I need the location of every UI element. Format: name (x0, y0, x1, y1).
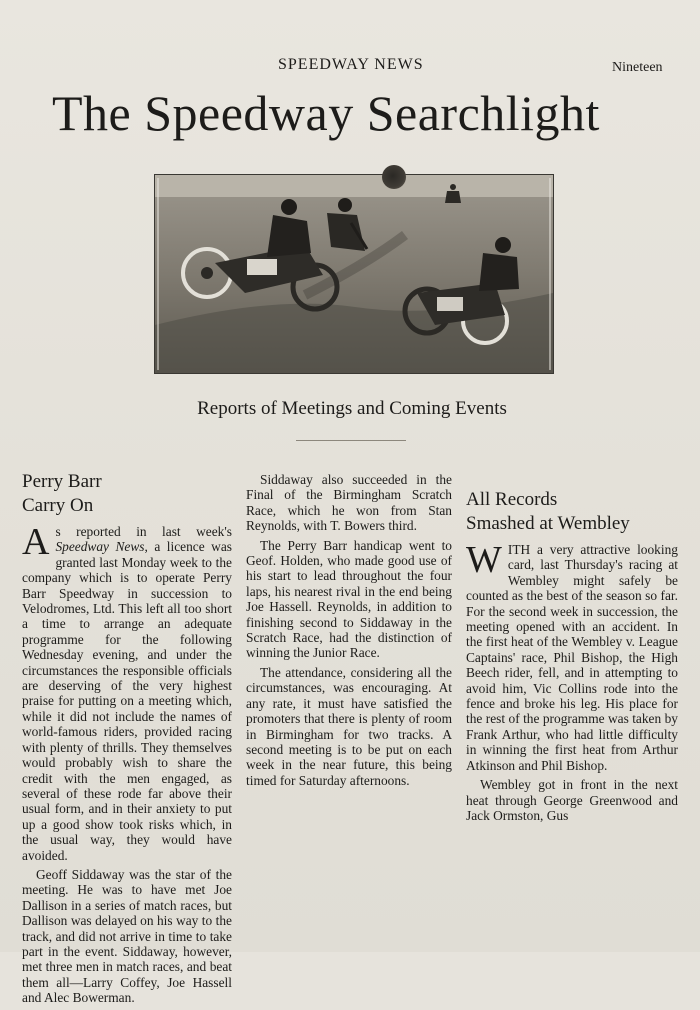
speedway-photo-illustration (155, 175, 553, 373)
section-subtitle: Reports of Meetings and Coming Events (197, 398, 507, 419)
article1-dropcap: A (22, 521, 50, 563)
article2-heading-line2: Smashed at Wembley (466, 513, 630, 534)
article1-paragraph-4: The Perry Barr handicap went to Geof. Holden, who made good use of his start to lead throughout the four laps, his nearest rival in the end being Joe Hassell. Reynolds, in addition to finishing second to Siddaway in the Scratch Race, had the distinction of winning the Junior Race. (246, 537, 452, 661)
article1-p1-part1: s reported in last week's (55, 524, 232, 539)
column-3 (466, 474, 678, 827)
article1-p1-italic: Speedway News (55, 539, 145, 555)
article1-paragraph-5: The attendance, considering all the circumstances, was encouraging. At any rate, it must have satisfied the promoters that there is plenty of room in Birmingham for two tracks. A second meeting is to be put on each week in the near future, this being timed for Saturday afternoons. (246, 664, 452, 788)
article1-p1-part2: , a licence was granted last Monday week to the company which is to operate Perry Barr Speedway in succession to Velodromes, Ltd. This left all too short a time to arrange an adequate programme for the following Wednesday evening, and under the circumstances the responsible officials are deserving of the very highest praise for putting on a meeting which, while it did not include the names of world-famous riders, provided racing with plenty of thrills. They themselves would probably wish to share the credit with the men engaged, as several of these rode far above their usual form, and in their anxiety to put up a good show took risks which, in the usual way, they would have avoided. (22, 539, 232, 863)
article1-paragraph-3: Siddaway also succeeded in the Final of the Birmingham Scratch Race, which he won from Stan Reynolds, with T. Bowers third. (246, 472, 452, 534)
speedway-photo (154, 174, 554, 374)
page-number: Nineteen (612, 60, 663, 75)
article1-heading-line1: Perry Barr (22, 471, 102, 492)
article1-paragraph-2: Geoff Siddaway was the star of the meeting. He was to have met Joe Dallison in a series of match races, but Dallison was delayed on his way to the track, and did not arrive in time to take part in the event. Siddaway, however, met three men in match races, and beat them all—Larry Coffey, Joe Hassell and Alec Bowerman. (22, 866, 232, 1006)
headline: The Speedway Searchlight (52, 85, 600, 141)
article1-heading-line2: Carry On (22, 495, 94, 516)
column-1 (22, 470, 232, 1010)
punch-hole (382, 165, 406, 189)
column-2 (246, 472, 452, 792)
article2-dropcap: W (466, 539, 502, 581)
article1-heading (22, 470, 232, 518)
article2-paragraph-2: Wembley got in front in the next heat through George Greenwood and Jack Ormston, Gus (466, 777, 678, 823)
running-head: SPEEDWAY NEWS (278, 56, 424, 73)
article1-paragraph-1 (22, 521, 232, 863)
article2-paragraph-1 (466, 539, 678, 773)
divider-rule (296, 440, 406, 441)
article2-heading-line1: All Records (466, 489, 558, 510)
article2-p1-text: ITH a very attractive looking card, last Thursday's racing at Wembley might safely be counted as the best of the season so far. For the second week in succession, the meeting opened with an accident. In the first heat of the Wembley v. League Captains' race, Phil Bishop, the High Beech rider, fell, and in attempting to avoid him, Vic Collins rode into the fence and broke his leg. His place for the rest of the programme was taken by Frank Arthur, who had little difficulty in winning the first heat from Arthur Atkinson and Phil Bishop. (466, 542, 678, 773)
article2-heading (466, 488, 678, 536)
